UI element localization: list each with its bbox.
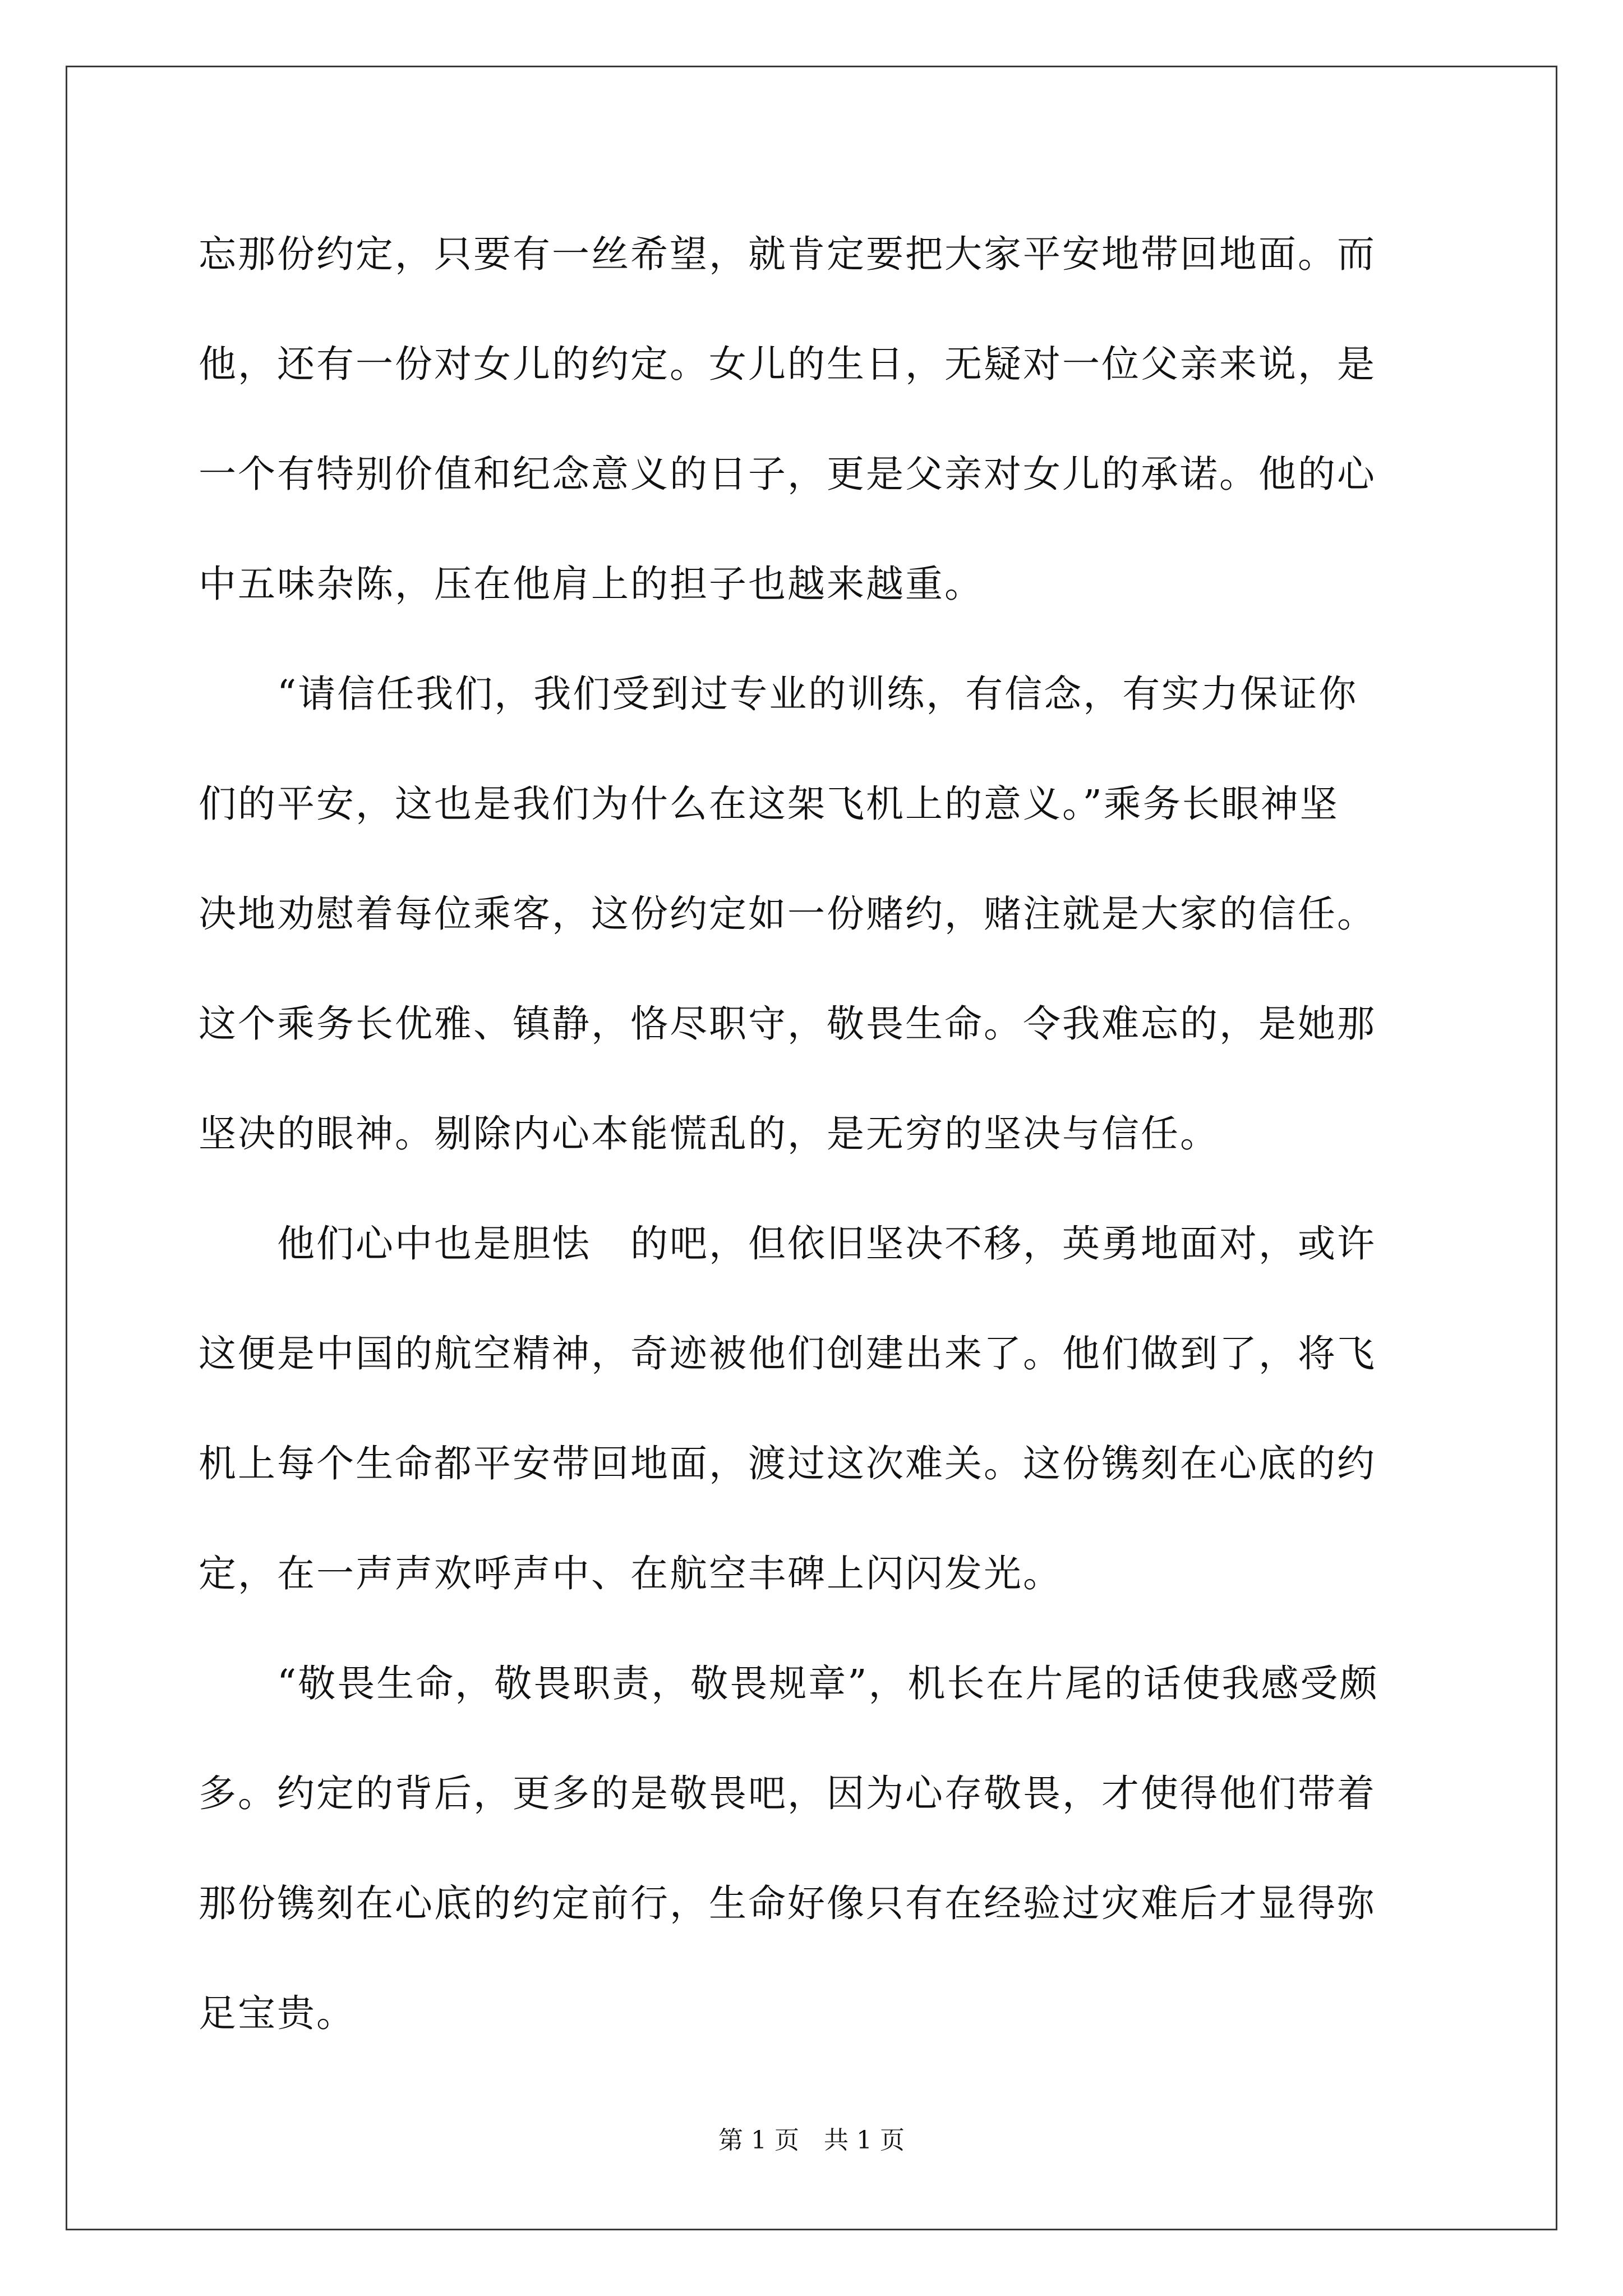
paragraph-3 <box>199 1189 1427 1628</box>
text-line: 一个有特别价值和纪念意义的日子，更是父亲对女儿的承诺。他的心 <box>199 452 1376 496</box>
page-number-footer: 第 1 页 共 1 页 <box>718 2126 905 2155</box>
text-line: 们的平安，这也是我们为什么在这架飞机上的意义。”乘务长眼神坚 <box>199 782 1339 826</box>
text-line: “请信任我们，我们受到过专业的训练，有信念，有实力保证你 <box>277 672 1358 716</box>
text-line: 中五味杂陈，压在他肩上的担子也越来越重。 <box>199 562 984 606</box>
text-line: “敬畏生命，敬畏职责，敬畏规章”，机长在片尾的话使我感受颇 <box>277 1662 1379 1705</box>
text-line: 多。约定的背后，更多的是敬畏吧，因为心存敬畏，才使得他们带着 <box>199 1772 1376 1815</box>
text-line: 定，在一声声欢呼声中、在航空丰碑上闪闪发光。 <box>199 1552 1062 1595</box>
text-line: 足宝贵。 <box>199 1991 356 2035</box>
text-line: 这个乘务长优雅、镇静，恪尽职守，敬畏生命。令我难忘的，是她那 <box>199 1002 1376 1046</box>
text-line: 这便是中国的航空精神，奇迹被他们创建出来了。他们做到了，将飞 <box>199 1332 1376 1375</box>
paragraph-1 <box>199 199 1427 639</box>
text-line: 忘那份约定，只要有一丝希望，就肯定要把大家平安地带回地面。而 <box>199 232 1376 276</box>
paragraph-4 <box>199 1628 1427 2068</box>
text-line: 坚决的眼神。剔除内心本能慌乱的，是无穷的坚决与信任。 <box>199 1112 1219 1156</box>
text-line: 那份镌刻在心底的约定前行，生命好像只有在经验过灾难后才显得弥 <box>199 1881 1376 1925</box>
text-line: 他们心中也是胆怯 的吧，但依旧坚决不移，英勇地面对，或许 <box>277 1222 1376 1266</box>
text-line: 决地劝慰着每位乘客，这份约定如一份赌约，赌注就是大家的信任。 <box>199 892 1376 936</box>
text-line: 机上每个生命都平安带回地面，渡过这次难关。这份镌刻在心底的约 <box>199 1442 1376 1485</box>
paragraph-2 <box>199 639 1427 1189</box>
text-line: 他，还有一份对女儿的约定。女儿的生日，无疑对一位父亲来说，是 <box>199 342 1376 386</box>
document-body <box>199 199 1427 2068</box>
